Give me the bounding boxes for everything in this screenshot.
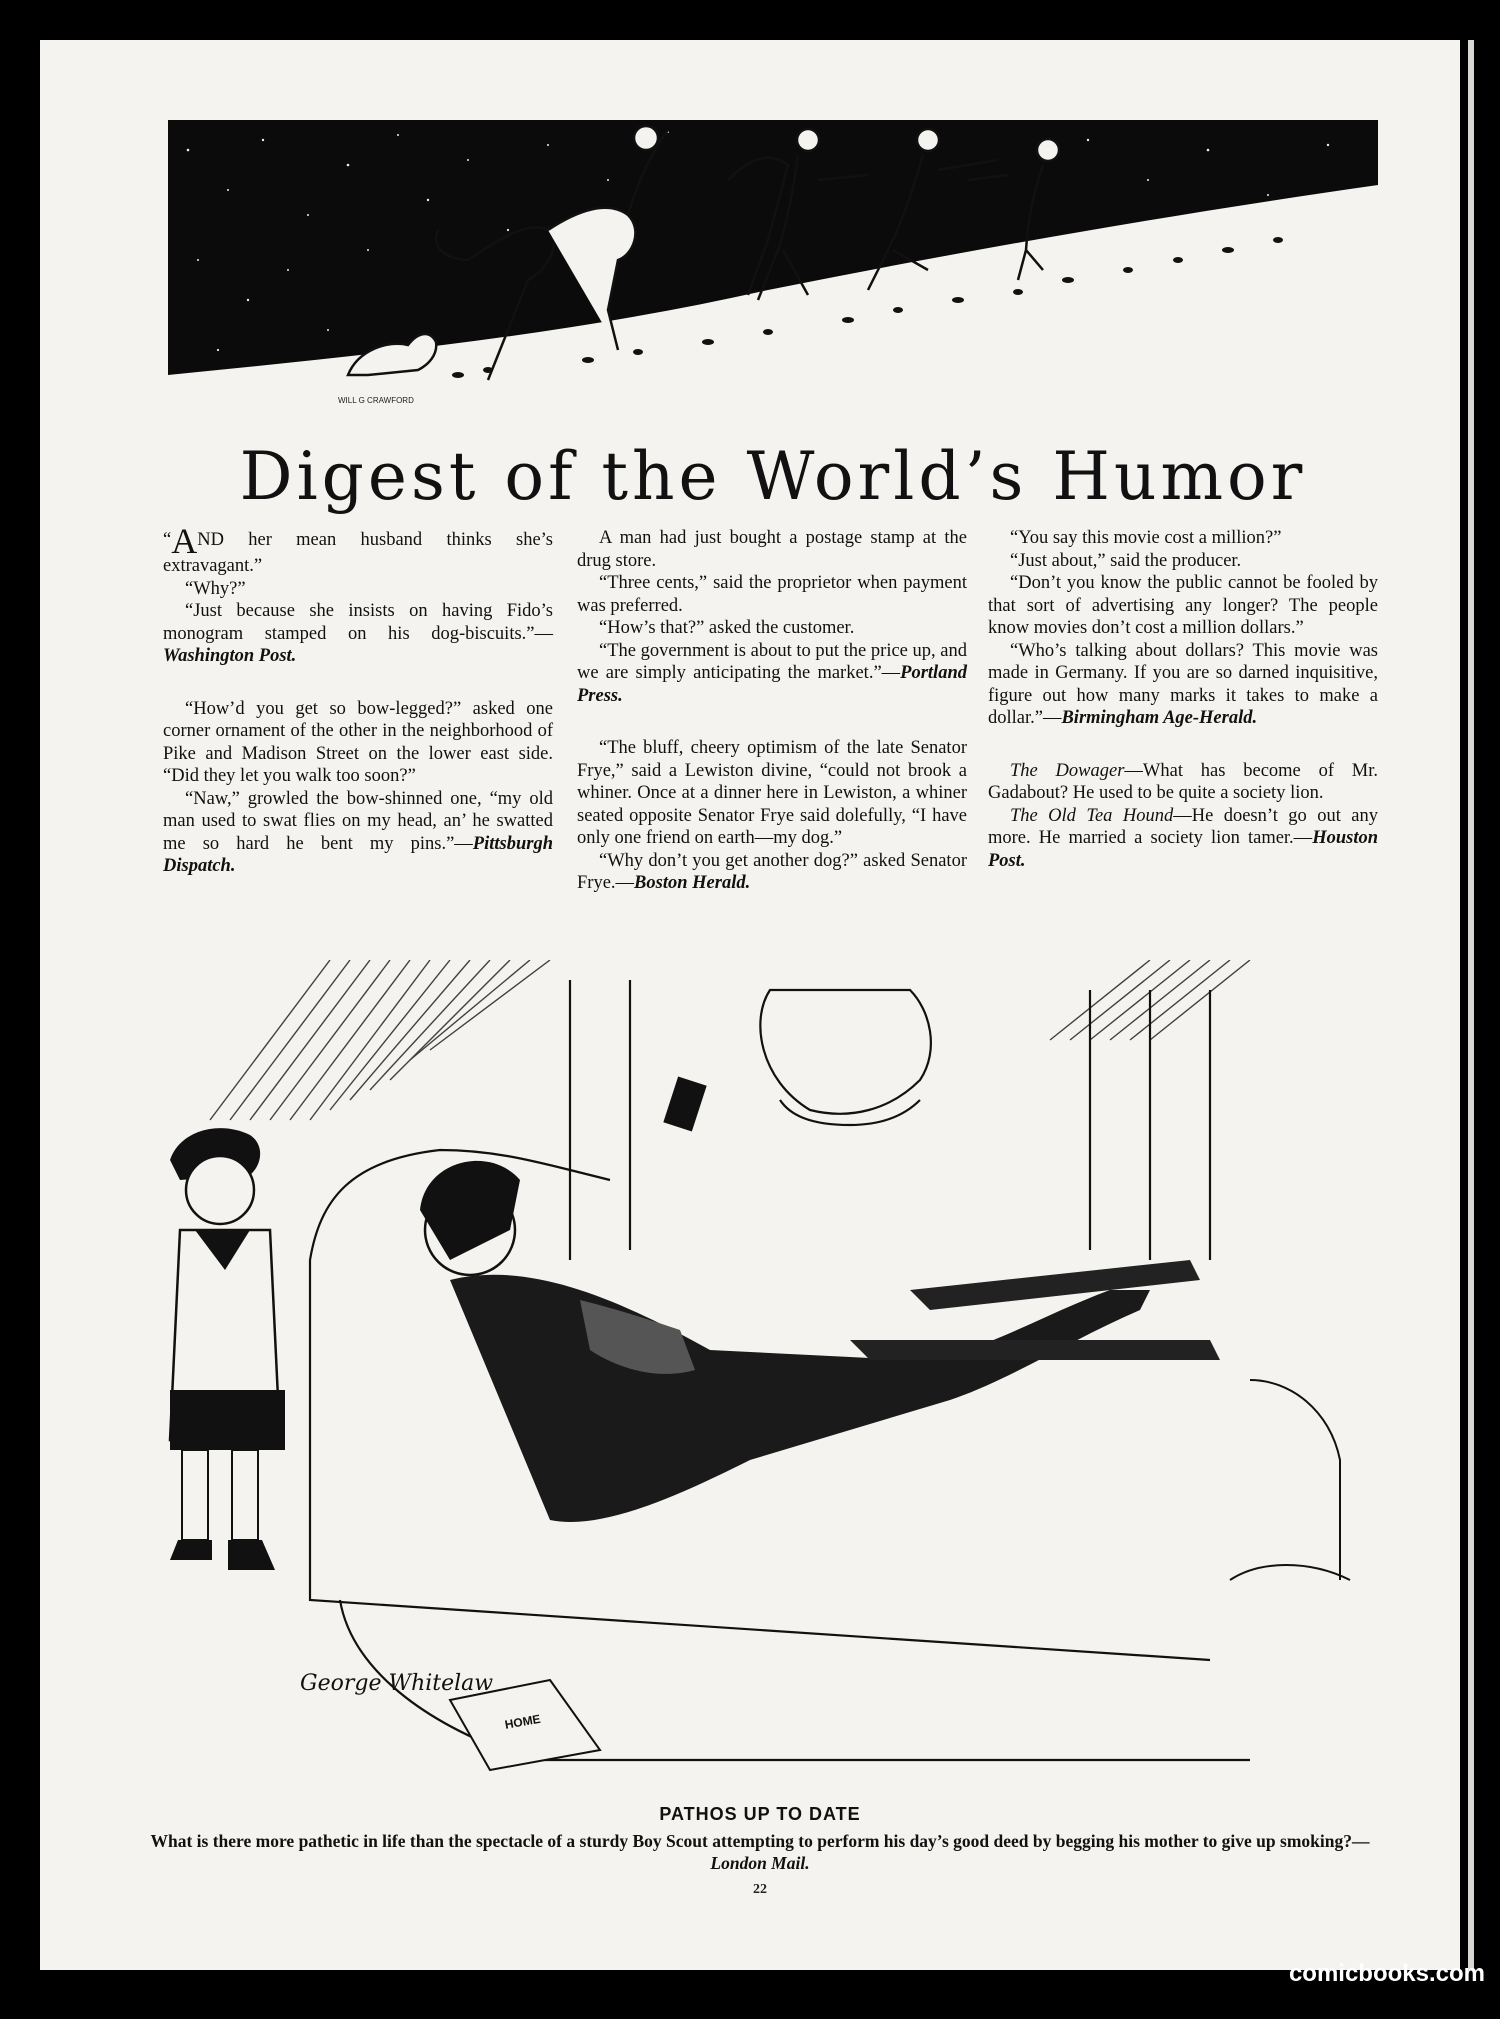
artist-signature: George Whitelaw	[300, 1671, 494, 1696]
joke-4-line-1: “The bluff, cheery optimism of the late Senator Frye,” said a Lewiston divine, “could not brook a whiner. Once at a dinner here in Lewiston, a whiner seated opposite Senator Frye said dolefully, “I have only one friend on earth—my dog.”	[577, 738, 967, 848]
joke-5-line-3: “Don’t you know the public cannot be fooled by that sort of advertising any longer? The people know movies don’t cost a million dollars.”	[988, 573, 1378, 638]
joke-3-line-2: “Three cents,” said the proprietor when payment was preferred.	[577, 573, 967, 616]
joke-5-line-4	[988, 640, 1378, 730]
magazine-cover-text: HOME	[503, 1711, 542, 1732]
joke-2-line-1: “How’d you get so bow-legged?” asked one corner ornament of the other in the neighborhood of Pike and Madison Street on the lower east side. “Did they let you walk too soon?”	[163, 698, 553, 786]
cartoon-caption-source: London Mail.	[710, 1853, 810, 1873]
joke-3-line-4	[577, 640, 967, 708]
banner-drawing	[168, 120, 1378, 410]
joke-5-source: Birmingham Age-Herald.	[1061, 708, 1258, 728]
joke-3-line-3: “How’s that?” asked the customer.	[599, 618, 855, 638]
joke-4-line-2-text: “Why don’t you get another dog?” asked Senator Frye.—	[577, 850, 967, 893]
cartoon-illustration	[150, 960, 1370, 1795]
cartoon-caption-text: What is there more pathetic in life than the spectacle of a sturdy Boy Scout attempting to perform his day’s good deed by begging his mother to give up smoking?—	[150, 1831, 1370, 1851]
banner-signature: WILL G CRAWFORD	[338, 396, 414, 405]
drop-cap: A	[171, 521, 198, 561]
column-2	[577, 527, 967, 895]
cartoon-caption	[150, 1830, 1370, 1874]
column-3	[988, 527, 1378, 872]
joke-6-speaker-a: The Dowager	[1010, 760, 1125, 781]
joke-6-text-b: —He doesn’t go out any more. He married a society lion tamer.—	[988, 805, 1378, 848]
page-number: 22	[753, 1882, 767, 1897]
joke-6-text-a: —What has become of Mr. Gadabout? He used to be quite a society lion.	[988, 760, 1378, 803]
joke-1-line-2: “Why?”	[185, 578, 246, 599]
joke-5-line-2: “Just about,” said the producer.	[1010, 550, 1242, 571]
joke-6-line-1	[988, 760, 1378, 805]
cartoon-drawing	[150, 960, 1370, 1795]
joke-2-source: Pittsburgh Dispatch.	[163, 833, 553, 876]
joke-6-line-2	[988, 805, 1378, 873]
joke-2-line-2	[163, 788, 553, 878]
joke-2-line-2-text: “Naw,” growled the bow-shinned one, “my old man used to swat flies on my head, an’ he swatted me so hard he bent my pins.”—	[163, 788, 553, 854]
joke-1-line-1: ND her mean husband thinks she’s extravagant.”	[163, 530, 553, 576]
joke-6-speaker-b: The Old Tea Hound	[1010, 805, 1174, 826]
cartoon-caption-title: PATHOS UP TO DATE	[659, 1804, 861, 1824]
mother-figure	[420, 1077, 1220, 1522]
page-title: Digest of the World’s Humor	[239, 438, 1307, 515]
joke-4-source: Boston Herald.	[634, 873, 751, 893]
column-1	[163, 521, 553, 878]
joke-1: “AND her mean husband thinks she’s extravagant.”	[163, 521, 553, 576]
joke-3-line-1: A man had just bought a postage stamp at the drug store.	[577, 528, 967, 571]
site-watermark: comicbooks.com	[1288, 1960, 1485, 1987]
joke-3-line-4-text: “The government is about to put the price up, and we are simply anticipating the market.”—	[577, 640, 967, 683]
joke-1-source: Washington Post.	[163, 646, 297, 666]
joke-3-source: Portland Press.	[577, 663, 967, 706]
joke-4-line-2	[577, 850, 967, 895]
banner-illustration	[168, 120, 1378, 410]
joke-5-line-4-text: “Who’s talking about dollars? This movie was made in Germany. If you are so darned inquisitive, figure out how many marks it takes to make a dollar.”—	[988, 640, 1378, 728]
joke-1-line-3	[163, 600, 553, 668]
joke-5-line-1: “You say this movie cost a million?”	[1010, 528, 1282, 548]
facing-page-edge	[1460, 40, 1500, 1970]
boy-scout-figure	[170, 1128, 285, 1570]
joke-6-source: Houston Post.	[988, 828, 1378, 871]
joke-1-line-3-text: “Just because she insists on having Fido’s monogram stamped on his dog-biscuits.”—	[163, 601, 553, 644]
